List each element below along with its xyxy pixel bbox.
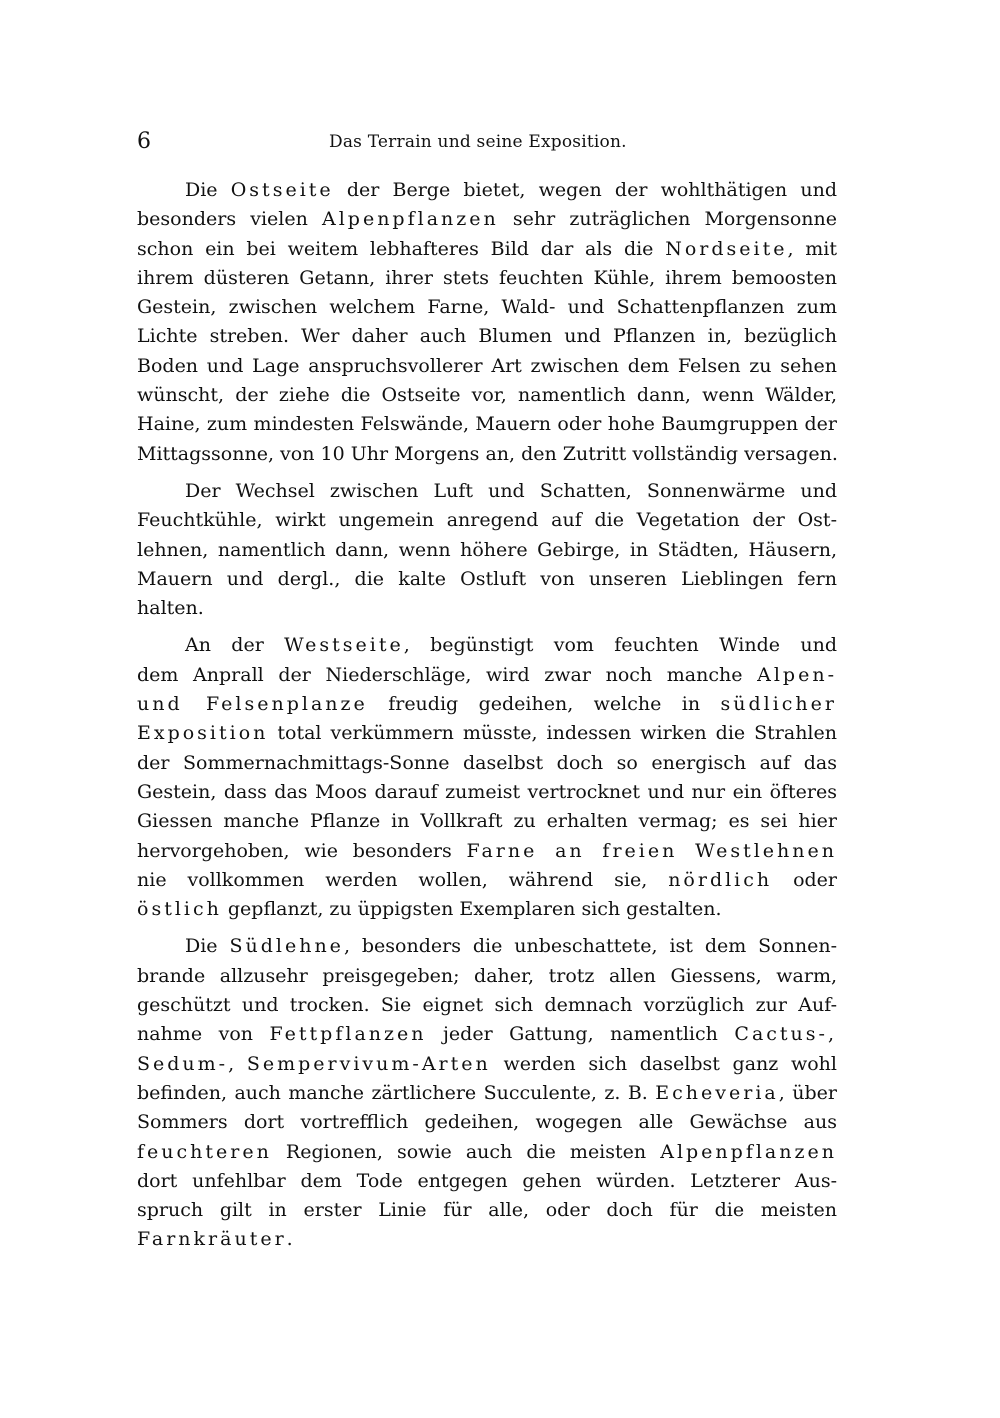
text-segment: dem Anprall der Niederschläge, wird zwar noch manche — [137, 663, 758, 686]
spaced-emphasis: Echeveria — [655, 1081, 779, 1104]
text-segment: halten. — [137, 597, 204, 620]
text-segment: , besonders die unbeschattete, ist dem Sonnen- — [343, 935, 837, 958]
text-segment: Die — [185, 935, 230, 958]
text-segment: , über — [778, 1081, 837, 1104]
text-line — [137, 837, 837, 866]
text-segment: besonders vielen — [137, 208, 322, 231]
text-segment: dort unfehlbar dem Tode entgegen gehen würden. Letzterer Aus- — [137, 1169, 837, 1192]
text-segment: der Berge bietet, wegen der wohlthätigen und — [333, 179, 837, 201]
text-segment: der Sommernachmittags-Sonne daselbst doch so energisch auf das — [137, 751, 837, 774]
text-segment: ihrem düsteren Getann, ihrer stets feuchten Kühle, ihrem bemoosten — [137, 266, 837, 289]
text-segment: , begünstigt vom feuchten Winde und — [403, 634, 837, 657]
text-segment: , — [228, 1052, 247, 1075]
text-segment: hervorgehoben, wie besonders — [137, 839, 467, 862]
text-segment: befinden, auch manche zärtlichere Succulente, z. B. — [137, 1081, 656, 1104]
text-line — [137, 506, 837, 535]
spaced-emphasis: Farnkräuter — [137, 1228, 287, 1251]
text-line — [137, 962, 837, 991]
text-line — [137, 235, 837, 264]
spaced-emphasis: Fettpflanzen — [269, 1023, 427, 1046]
text-line — [137, 1138, 837, 1167]
text-line — [137, 661, 837, 690]
text-line — [137, 1225, 837, 1254]
text-segment: Lichte streben. Wer daher auch Blumen und Pflanzen in, bezüglich — [137, 325, 837, 348]
text-segment: Mauern und dergl., die kalte Ostluft von unseren Lieblingen fern — [137, 567, 837, 590]
text-segment: lehnen, namentlich dann, wenn höhere Gebirge, in Städten, Häusern, — [137, 538, 837, 561]
text-line — [137, 631, 837, 660]
spaced-emphasis: Farne an freien Westlehnen — [466, 839, 837, 862]
text-segment: geschützt und trocken. Sie eignet sich demnach vorzüglich zur Auf- — [137, 994, 837, 1017]
spaced-emphasis: östlich — [137, 898, 222, 921]
text-line — [137, 594, 837, 623]
spaced-emphasis: Cactus-, — [734, 1023, 837, 1046]
text-segment: oder — [772, 868, 837, 891]
text-line — [137, 1050, 837, 1079]
text-line — [137, 749, 837, 778]
text-segment: Der Wechsel zwischen Luft und Schatten, Sonnenwärme und — [185, 479, 837, 502]
text-segment: schon ein bei weitem lebhafteres Bild dar als die — [137, 237, 666, 260]
text-line — [137, 719, 837, 748]
text-segment: Mittagssonne, von 10 Uhr Morgens an, den Zutritt vollständig versagen. — [137, 442, 838, 465]
page-number: 6 — [137, 129, 151, 154]
spaced-emphasis: und Felsenplanze — [137, 693, 368, 716]
text-line — [137, 322, 837, 351]
text-line — [137, 1108, 837, 1137]
text-segment: Feuchtkühle, wirkt ungemein anregend auf die Vegetation der Ost- — [137, 509, 837, 532]
text-line — [137, 352, 837, 381]
text-segment: spruch gilt in erster Linie für alle, oder doch für die meisten — [137, 1199, 837, 1222]
text-segment: Gestein, dass das Moos darauf zumeist vertrocknet und nur ein öfteres — [137, 780, 837, 803]
spaced-emphasis: Ostseite — [230, 179, 334, 201]
running-head: Das Terrain und seine Exposition. — [329, 132, 627, 152]
text-line — [137, 866, 837, 895]
text-line — [137, 410, 837, 439]
text-line — [137, 932, 837, 961]
text-segment: Sommers dort vortrefflich gedeihen, wogegen alle Gewächse aus — [137, 1111, 837, 1134]
body-text — [137, 176, 837, 1263]
text-segment: nahme von — [137, 1023, 270, 1046]
text-line — [137, 264, 837, 293]
paragraph — [137, 477, 837, 623]
spaced-emphasis: Sedum- — [137, 1052, 229, 1075]
text-line — [137, 565, 837, 594]
text-line — [137, 1196, 837, 1225]
spaced-emphasis: Nordseite — [665, 237, 788, 260]
text-line — [137, 205, 837, 234]
text-segment: freudig gedeihen, welche in — [367, 693, 721, 716]
spaced-emphasis: Sempervivum-Arten — [246, 1052, 491, 1075]
text-segment: wünscht, der ziehe die Ostseite vor, namentlich dann, wenn Wälder, — [137, 384, 837, 407]
spaced-emphasis: Exposition — [137, 722, 269, 745]
text-segment: Boden und Lage anspruchsvollerer Art zwischen dem Felsen zu sehen — [137, 354, 837, 377]
text-segment: Die — [185, 179, 231, 201]
spaced-emphasis: Südlehne — [229, 935, 344, 958]
text-segment: werden sich daselbst ganz wohl — [490, 1052, 837, 1075]
text-segment: nie vollkommen werden wollen, während sie, — [137, 868, 669, 891]
page-header — [137, 128, 837, 156]
text-segment: Haine, zum mindesten Felswände, Mauern oder hohe Baumgruppen der — [137, 413, 837, 436]
text-line — [137, 1079, 837, 1108]
spaced-emphasis: Alpenpflanzen — [321, 208, 499, 231]
text-segment: jeder Gattung, namentlich — [426, 1023, 735, 1046]
paragraph — [137, 631, 837, 924]
text-segment: . — [286, 1228, 293, 1251]
text-line — [137, 477, 837, 506]
text-segment: , mit — [787, 237, 837, 260]
text-line — [137, 1020, 837, 1049]
text-segment: total verkümmern müsste, indessen wirken die Strahlen — [268, 722, 837, 745]
text-line — [137, 293, 837, 322]
spaced-emphasis: südlicher — [720, 693, 837, 716]
text-segment: Gestein, zwischen welchem Farne, Wald- und Schattenpflanzen zum — [137, 296, 837, 319]
text-line — [137, 381, 837, 410]
text-line — [137, 895, 837, 924]
paragraph — [137, 176, 837, 469]
text-segment: An der — [185, 634, 285, 657]
text-line — [137, 440, 837, 469]
spaced-emphasis: Westseite — [284, 634, 404, 657]
text-line — [137, 176, 837, 205]
text-segment: brande allzusehr preisgegeben; daher, trotz allen Giessens, warm, — [137, 964, 837, 987]
spaced-emphasis: nördlich — [668, 868, 773, 891]
spaced-emphasis: Alpen- — [757, 663, 837, 686]
text-line — [137, 690, 837, 719]
paragraph — [137, 932, 837, 1254]
text-segment: Regionen, sowie auch die meisten — [271, 1140, 661, 1163]
text-line — [137, 991, 837, 1020]
text-segment: gepflanzt, zu üppigsten Exemplaren sich gestalten. — [221, 898, 722, 921]
text-line — [137, 1167, 837, 1196]
text-segment: sehr zuträglichen Morgensonne — [498, 208, 838, 231]
text-segment: Giessen manche Pflanze in Vollkraft zu erhalten vermag; es sei hier — [137, 810, 837, 833]
text-line — [137, 807, 837, 836]
spaced-emphasis: feuchteren — [137, 1140, 272, 1163]
spaced-emphasis: Alpenpflanzen — [660, 1140, 837, 1163]
text-line — [137, 778, 837, 807]
text-line — [137, 536, 837, 565]
